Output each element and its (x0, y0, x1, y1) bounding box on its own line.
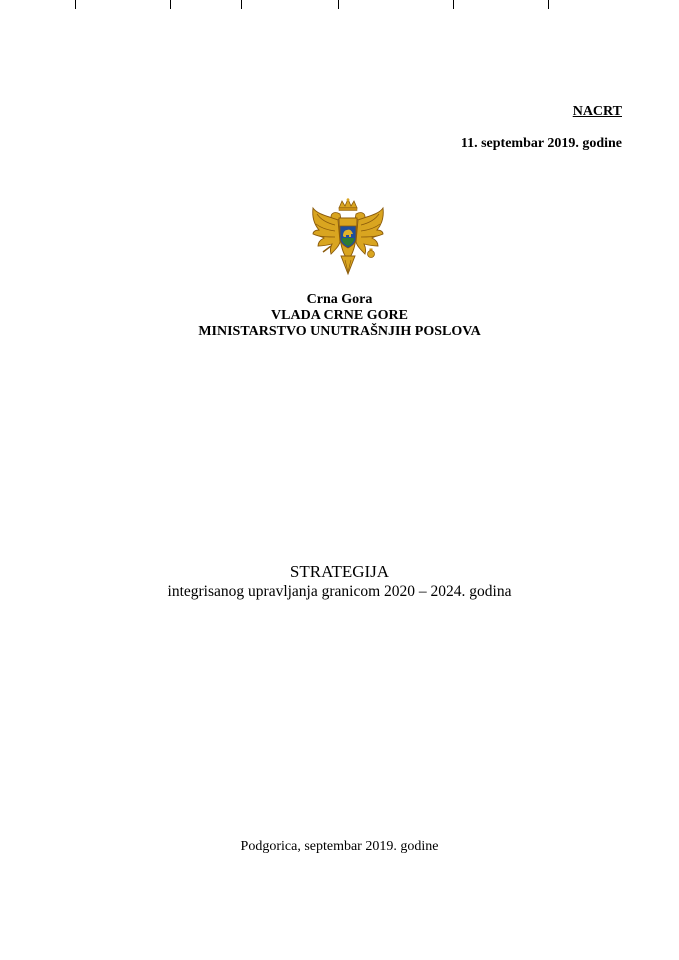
document-title: STRATEGIJA (289, 562, 390, 581)
border-tick (170, 0, 171, 9)
institution-block (0, 292, 679, 340)
border-tick (75, 0, 76, 9)
document-subtitle: integrisanog upravljanja granicom 2020 – 2024. godina (167, 583, 512, 600)
top-table-border (0, 0, 679, 10)
country-name: Crna Gora (306, 292, 373, 307)
border-tick (338, 0, 339, 9)
government-name: VLADA CRNE GORE (271, 308, 408, 323)
place-date: Podgorica, septembar 2019. godine (240, 839, 439, 854)
border-tick (548, 0, 549, 9)
draft-date: 11. septembar 2019. godine (460, 136, 622, 151)
border-tick (453, 0, 454, 9)
coat-of-arms-icon (309, 198, 387, 278)
draft-label: NACRT (572, 104, 622, 119)
border-tick (241, 0, 242, 9)
ministry-name: MINISTARSTVO UNUTRAŠNJIH POSLOVA (198, 324, 481, 339)
